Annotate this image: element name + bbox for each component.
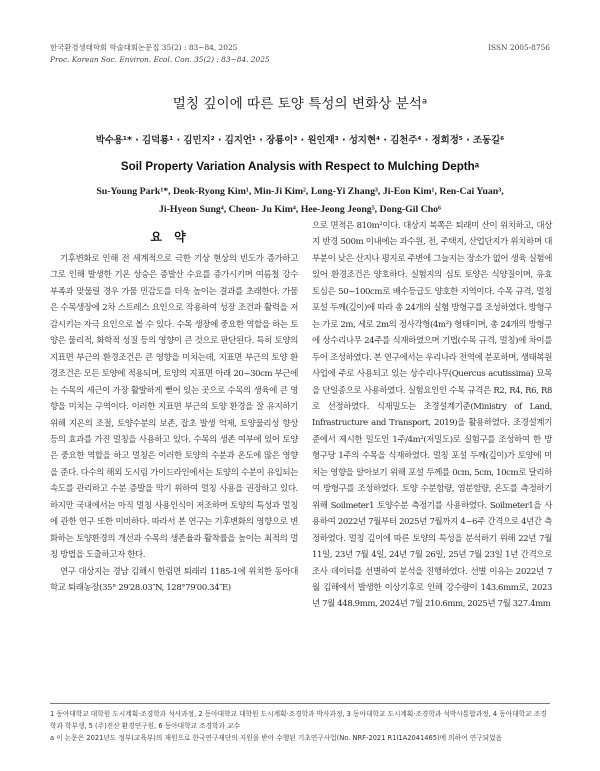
authors-korean: 박수용¹* · 김덕룡¹ · 김민지² · 김지언¹ · 장룡이³ · 원인재³ · 성지현⁴ · 김천주⁴ · 정희정⁵ · 조동길⁶ — [95, 135, 505, 146]
abstract-paragraph: 기후변화로 인해 전 세계적으로 극한 기상 현상의 빈도가 증가하고 그로 인해 발생한 기온 상승은 증발산 수요를 증가시키며 여름철 강수 부족과 맞물릴 경우 가뭄 민감도를 더욱 높이는 결과를 초래한다. 가뭄은 수목생장에 2차 스트레스 요인으로 작용하여 성장 조건과 활력을 저감시키는 자극 요인으로 볼 수 있다. 수목 생장에 중요한 역할을 하는 토양은 물리적, 화학적 성질 등의 영향이 큰 것으로 판단된다. 특히 토양의 지표면 부근의 환경조건은 큰 영향을 미치는데, 지표면 부근의 토양 환경조건은 모든 토양에 적용되며, 토양의 지표면 아래 20~30cm 부근에는 수목의 세근이 가장 활발하게 뻗어 있는 곳으로 수목의 생육에 큰 영향을 미치는 구역이다. 이러한 지표면 부근의 토양 환경을 잘 유지하기 위해 지온의 조절, 토양수분의 보존, 잡초 발생 억제, 토양물리성 향상 등의 효과를 가진 멀칭을 사용하고 있다. 수목의 생존 여부에 있어 토양은 중요한 역할을 하고 멀칭은 이러한 토양의 수분과 온도에 많은 영향을 준다. 다수의 해외 도시림 가이드라인에서는 토양의 수분이 유입되는 속도를 관리하고 수분 증발을 막기 위하여 멀칭 사용을 권장하고 있다. 하지만 국내에서는 아직 멀칭 사용인식이 저조하며 토양의 특성과 멀칭에 관한 연구 또한 미비하다. 따라서 본 연구는 기후변화의 영향으로 변화하는 토양환경의 개선과 수목의 생존율과 활착률을 높이는 최적의 멀칭 방법을 도출하고자 한다. — [50, 253, 298, 560]
footnote-affiliations: 1 동아대학교 대학원 도시계획·조경학과 석사과정, 2 동아대학교 대학원 도시계획·조경학과 박사과정, 3 동아대학교 도시계획·조경학과 석박사통합과정, 4 동아대학교 조경학과 학부생, 5 (주)진산 환경연구원, 6 동아대학교 조경학과 교수 — [50, 710, 547, 731]
abstract-heading: 요 약 — [150, 230, 190, 244]
journal-title-korean: 한국환경생태학회 학술대회논문집 35(2) : 83~84, 2025 — [50, 43, 238, 52]
paper-title-english: Soil Property Variation Analysis with Respect to Mulching Depthᵃ — [120, 160, 480, 173]
issn: ISSN 2005-8756 — [488, 43, 550, 52]
footnote-funding: a 이 논문은 2021년도 정부(교육부)의 재원으로 한국연구재단의 지원을 받아 수행된 기초연구사업(No. NRF-2021 R1I1A2041465)에 의하여 연구되었음 — [50, 734, 502, 743]
abstract-left-column — [50, 250, 298, 596]
footnote-divider — [50, 703, 550, 704]
journal-title-english: Proc. Korean Soc. Environ. Ecol. Con. 35(2) : 83~84. 2025 — [50, 55, 270, 64]
abstract-paragraph: 으로 면적은 810m²이다. 대상지 북쪽은 퇴래미 산이 위치하고, 대상지 반경 500m 이내에는 과수원, 전, 주택지, 산업단지가 위치하며 대부분이 낮은 산지나 평지로 주변에 그늘지는 장소가 없어 생육 실험에 있어 환경조건은 양호하다. 실험지의 심토 토양은 식양질이며, 유효 토심은 50~100cm로 배수등급도 양호한 지역이다. 수목 규격, 멀칭 포설 두께(깊이)에 따라 총 24개의 실험 방형구를 조성하였다. 방형구는 가로 2m, 세로 2m의 정사각형(4m²) 형태이며, 총 24개의 방형구에 상수리나무 24주를 식재하였으며 기법(수목 규격, 멀칭)에 차이를 두어 조성하였다. 본 연구에서는 우리나라 전역에 분포하며, 생태복원 사업에 주로 사용되고 있는 상수리나무(Quercus acutissima) 묘목을 단일종으로 사용하였다. 실험요인인 수목 규격은 R2, R4, R6, R8로 선정하였다. 식재밀도는 조경설계기준(Ministry of Land, Infrastructure and Transport, 2019)을 활용하였다. 조경설계기준에서 제시한 밀도인 1주/4m²(저밀도)로 실험구를 조성하여 한 방형구당 1주의 수목을 식재하였다. 멀칭 포설 두께(깊이)가 토양에 미치는 영향을 알아보기 위해 포설 두께를 0cm, 5cm, 10cm로 달리하여 방형구를 조성하였다. 토양 수분함량, 염분함량, 온도를 측정하기 위해 Soilmeter1 토양수분 측정기를 사용하였다. Soilmeter1을 사용하여 2022년 7월부터 2025년 7월까지 4~6주 간격으로 4년간 측정하였다. 멀칭 깊이에 따른 토양의 특성을 분석하기 위해 22년 7월 11일, 23년 7월 4일, 24년 7월 26일, 25년 7월 23일 1년 간격으로 조사 데이터를 선별하여 분석을 진행하였다. 선별 이유는 2022년 7월 김해에서 발생한 이상기후로 인해 강수량이 143.6mm로, 2023년 7월 448.9mm, 2024년 7월 210.6mm, 2025년 7월 327.4mm — [312, 220, 552, 609]
authors-english — [40, 183, 560, 219]
journal-header — [50, 42, 550, 66]
footnotes — [50, 708, 552, 745]
authors-english-line: Su-Young Park¹*, Deok-Ryong Kim¹, Min-Ji Kim², Long-Yi Zhang³, Ji-Eon Kim¹, Ren-Cai Yuan³, — [96, 186, 504, 197]
authors-english-line: Ji-Hyeon Sung⁴, Cheon- Ju Kim⁴, Hee-Jeong Jeong⁵, Dong-Gil Cho⁶ — [159, 204, 441, 215]
abstract-paragraph: 연구 대상지는 경남 김해시 한림면 퇴래리 1185-1에 위치한 동아대학교 퇴래농장(35° 29′28.03″N, 128°79′00.34″E) — [50, 565, 298, 593]
paper-title-korean: 멀칭 깊이에 따른 토양 특성의 변화상 분석ᵃ — [172, 96, 428, 112]
abstract-right-column — [312, 217, 552, 612]
